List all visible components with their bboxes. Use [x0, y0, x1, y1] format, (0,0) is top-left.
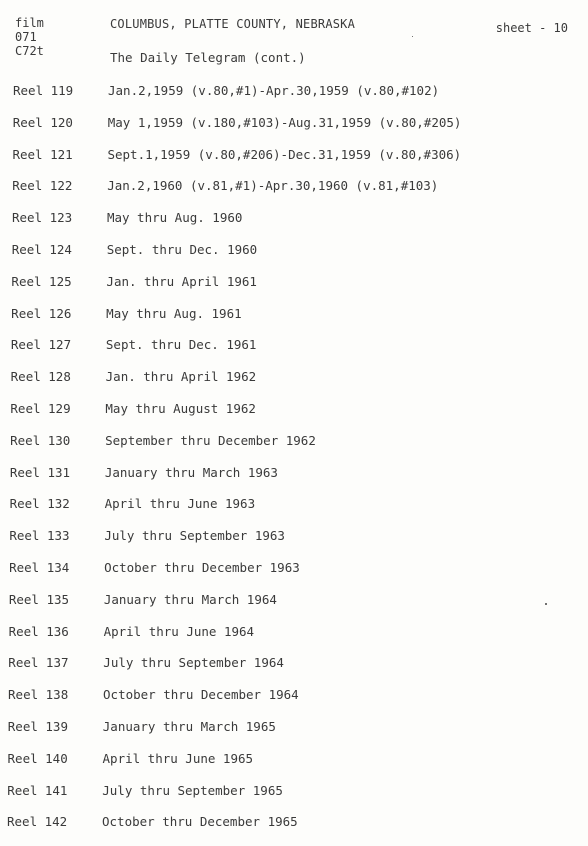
reel-date-range: September thru December 1962	[105, 432, 316, 448]
reel-row	[8, 719, 578, 737]
reel-row	[12, 178, 582, 196]
reel-date-range: July thru September 1965	[102, 782, 283, 798]
call-number	[15, 16, 44, 58]
reel-number: Reel 134	[9, 560, 70, 575]
call-line: film	[15, 16, 44, 30]
reel-date-range: Sept. thru Dec. 1960	[106, 242, 258, 257]
reel-date-range: Jan.2,1959 (v.80,#1)-Apr.30,1959 (v.80,#102)	[108, 83, 440, 98]
reel-row	[8, 687, 578, 705]
reel-number: Reel 135	[8, 591, 70, 607]
reel-date-range: January thru March 1964	[103, 591, 277, 607]
reel-row	[11, 337, 581, 355]
reel-number: Reel 141	[7, 782, 68, 798]
reel-row	[8, 655, 578, 673]
reel-row	[7, 783, 577, 801]
reel-number: Reel 125	[11, 273, 72, 289]
reel-date-range: Jan.2,1960 (v.81,#1)-Apr.30,1960 (v.81,#103)	[107, 178, 439, 194]
reel-date-range: January thru March 1965	[102, 719, 276, 734]
reel-number: Reel 119	[13, 83, 74, 98]
reel-row	[8, 751, 578, 769]
reel-row	[10, 465, 580, 483]
reel-row	[13, 115, 583, 133]
reel-number: Reel 137	[8, 655, 69, 671]
reel-date-range: July thru September 1964	[103, 655, 284, 671]
reel-date-range: October thru December 1963	[104, 560, 300, 575]
reel-row	[9, 592, 579, 610]
reel-number: Reel 132	[9, 496, 70, 512]
reel-number: Reel 122	[12, 178, 73, 194]
reel-date-range: Sept.1,1959 (v.80,#206)-Dec.31,1959 (v.80,#306)	[107, 146, 462, 162]
reel-row	[10, 401, 580, 419]
document-title: COLUMBUS, PLATTE COUNTY, NEBRASKA	[110, 17, 356, 31]
reel-number: Reel 131	[9, 464, 71, 480]
reel-row	[12, 147, 582, 165]
reel-date-range: May 1,1959 (v.180,#103)-Aug.31,1959 (v.80,#205)	[107, 114, 462, 130]
call-line: C72t	[15, 44, 44, 58]
reel-row	[9, 624, 579, 642]
reel-number: Reel 140	[7, 750, 68, 766]
reel-date-range: Jan. thru April 1961	[106, 273, 257, 289]
call-line: 071	[15, 30, 37, 44]
reel-row	[9, 528, 579, 546]
reel-row	[7, 814, 577, 832]
newspaper-title: The Daily Telegram (cont.)	[110, 50, 306, 65]
reel-row	[11, 274, 581, 292]
reel-date-range: May thru August 1962	[105, 401, 256, 416]
reel-date-range: October thru December 1964	[103, 687, 299, 703]
reel-row	[9, 560, 579, 578]
reel-date-range: May thru Aug. 1961	[106, 305, 242, 321]
reel-row	[12, 242, 582, 260]
reel-number: Reel 123	[11, 210, 73, 226]
reel-row	[10, 433, 580, 451]
reel-date-range: May thru Aug. 1960	[106, 210, 243, 226]
reel-date-range: January thru March 1963	[104, 464, 278, 480]
reel-number: Reel 142	[7, 814, 68, 830]
reel-number: Reel 129	[10, 401, 71, 416]
reel-number: Reel 127	[10, 337, 72, 353]
reel-number: Reel 139	[7, 719, 68, 734]
paper-speck	[545, 603, 547, 605]
reel-number: Reel 136	[8, 623, 69, 639]
reel-date-range: April thru June 1964	[103, 623, 255, 639]
sheet-number: sheet - 10	[495, 21, 568, 35]
reel-date-range: October thru December 1965	[102, 814, 298, 830]
reel-date-range: April thru June 1963	[104, 496, 256, 512]
reel-number: Reel 128	[10, 369, 71, 385]
reel-date-range: April thru June 1965	[102, 750, 254, 766]
reel-date-range: July thru September 1963	[104, 528, 285, 544]
reel-number: Reel 130	[10, 432, 71, 448]
paper-speck	[412, 36, 413, 37]
reel-row	[12, 210, 582, 228]
reel-date-range: Sept. thru Dec. 1961	[105, 337, 257, 353]
reel-date-range: Jan. thru April 1962	[105, 369, 257, 385]
reel-row	[11, 306, 581, 324]
reel-number: Reel 126	[11, 305, 72, 321]
reel-number: Reel 124	[11, 242, 72, 257]
reel-number: Reel 120	[12, 114, 73, 130]
reel-row	[11, 369, 581, 387]
reel-row	[13, 83, 583, 101]
reel-number: Reel 121	[12, 146, 73, 162]
reel-number: Reel 138	[8, 687, 69, 703]
reel-row	[10, 496, 580, 514]
reel-number: Reel 133	[9, 528, 70, 544]
